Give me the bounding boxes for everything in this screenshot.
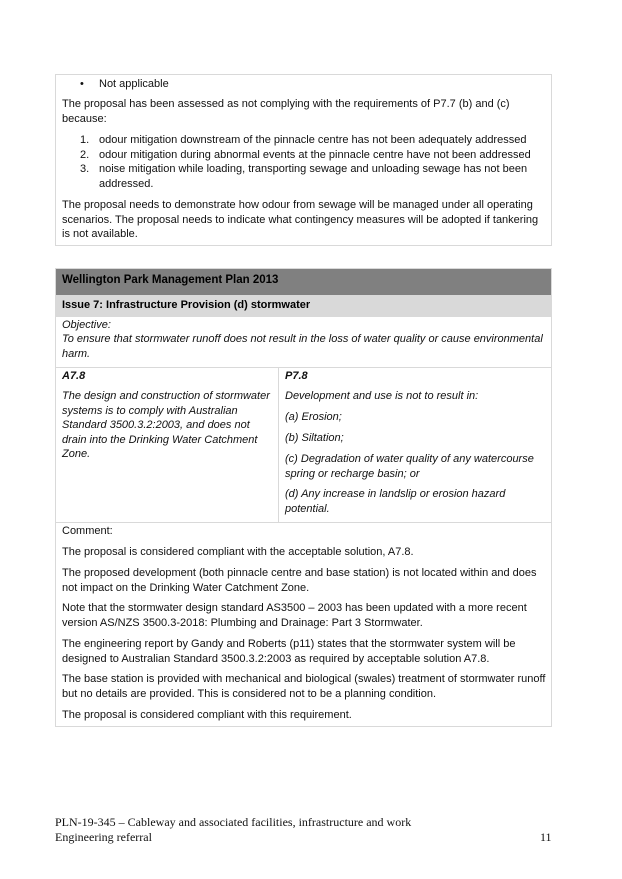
performance-item: (d) Any increase in landslip or erosion hazard potential.	[285, 488, 506, 515]
reason-number: 3.	[80, 163, 90, 175]
row-divider	[56, 522, 551, 523]
comment-paragraph: The proposal is considered compliant with this requirement.	[62, 709, 352, 721]
performance-criteria-intro: Development and use is not to result in:	[285, 390, 479, 402]
performance-criteria-heading: P7.8	[285, 370, 308, 382]
comment-label: Comment:	[62, 525, 113, 537]
reason-text: odour mitigation downstream of the pinnacle centre has not been adequately addressed	[99, 134, 527, 146]
reason-number: 1.	[80, 134, 90, 146]
performance-item: (c) Degradation of water quality of any watercourse spring or recharge basin; or	[285, 453, 534, 480]
comment-paragraph: The proposal is considered compliant with the acceptable solution, A7.8.	[62, 546, 414, 558]
conclusion-paragraph: The proposal needs to demonstrate how odour from sewage will be managed under all operating scenarios. The proposal needs to indicate what contingency measures will be adopted if tankering is not available.	[62, 199, 539, 240]
issue-title: Issue 7: Infrastructure Provision (d) stormwater	[62, 299, 311, 311]
reason-text: odour mitigation during abnormal events at the pinnacle centre have not been addressed	[99, 149, 531, 161]
objective-label: Objective:	[62, 319, 111, 331]
page-number: 11	[540, 830, 552, 844]
plan-title-row	[56, 269, 551, 295]
plan-title: Wellington Park Management Plan 2013	[62, 274, 279, 286]
column-divider	[278, 367, 279, 522]
comment-paragraph: The engineering report by Gandy and Roberts (p11) states that the stormwater system will be designed to Australian Standard 3500.3.2:2003 as required by acceptable solution A7.8.	[62, 638, 516, 665]
reason-number: 2.	[80, 149, 90, 161]
comment-paragraph: The proposed development (both pinnacle centre and base station) is not located within and does not impact on the Drinking Water Catchment Zone.	[62, 567, 537, 594]
issue-title-row	[56, 295, 551, 317]
bullet-dot: •	[80, 78, 84, 90]
objective-text: To ensure that stormwater runoff does not result in the loss of water quality or cause environmental harm.	[62, 333, 543, 360]
footer-reference: PLN-19-345 – Cableway and associated facilities, infrastructure and work	[55, 815, 412, 829]
comment-paragraph: The base station is provided with mechanical and biological (swales) treatment of stormwater runoff but no details are provided. This is considered not to be a planning condition.	[62, 673, 546, 700]
performance-item: (b) Siltation;	[285, 432, 344, 444]
comment-paragraph: Note that the stormwater design standard AS3500 – 2003 has been updated with a more recent version AS/NZS 3500.3-2018: Plumbing and Drainage: Part 3 Stormwater.	[62, 602, 527, 629]
reason-text: noise mitigation while loading, transporting sewage and unloading sewage has not been addressed.	[99, 163, 528, 190]
footer-subtitle: Engineering referral	[55, 830, 152, 844]
row-divider	[56, 367, 551, 368]
not-applicable-text: Not applicable	[99, 78, 169, 90]
acceptable-solution-heading: A7.8	[62, 370, 86, 382]
performance-item: (a) Erosion;	[285, 411, 342, 423]
acceptable-solution-text: The design and construction of stormwater systems is to comply with Australian Standard 3500.3.2:2003, and does not drain into the Drinking Water Catchment Zone.	[62, 390, 270, 460]
assessment-paragraph: The proposal has been assessed as not complying with the requirements of P7.7 (b) and (c) because:	[62, 98, 510, 125]
